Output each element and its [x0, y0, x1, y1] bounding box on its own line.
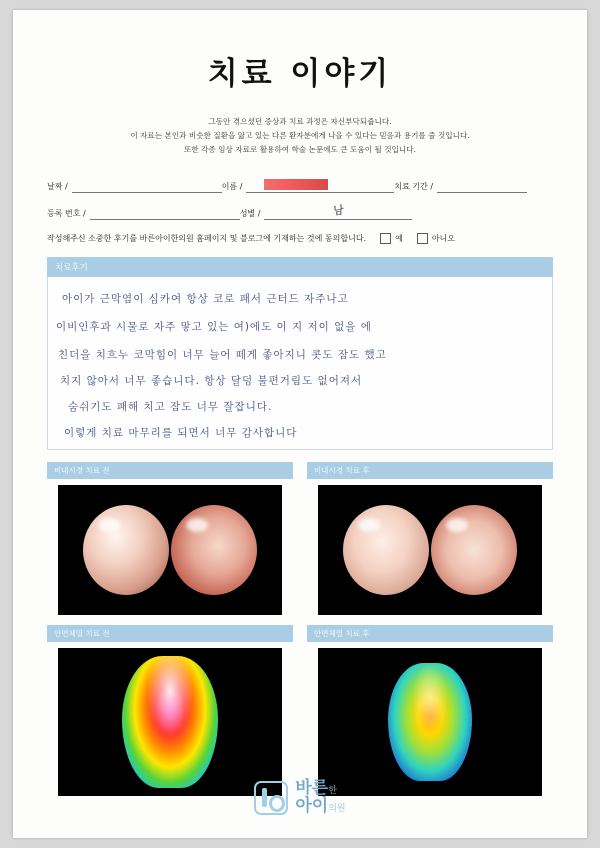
endoscope-image-right [171, 505, 257, 595]
handwriting-line-2: 이비인후과 시물로 자주 맣고 있는 여)에도 이 지 저이 없을 에 [56, 321, 372, 334]
sex-label: 성별 / [239, 209, 261, 219]
page-title: 치료 이야기 [207, 56, 393, 92]
redaction-bar [264, 179, 328, 190]
spacer-line [455, 206, 545, 220]
thermal-face-image [122, 656, 218, 788]
handwriting-line-6: 이렇게 치료 마무리를 되면서 너무 감사합니다 [64, 427, 298, 440]
registration-field[interactable] [47, 206, 240, 220]
name-label: 이름 / [221, 182, 243, 192]
consent-yes-checkbox[interactable] [380, 233, 391, 244]
sex-value: 남 [333, 204, 344, 218]
consent-yes-label: 예 [395, 234, 403, 244]
panel-thermal-after [307, 625, 553, 796]
panel-label-endoscope-before: 비내시경 치료 전 [47, 462, 293, 479]
glare-highlight [358, 518, 380, 532]
intro-line-2: 이 자료는 본인과 비슷한 질환을 앓고 있는 다른 환자분에게 나을 수 있다는 믿음과 용기를 줄 것입니다. [130, 131, 470, 141]
period-field-spacer [412, 206, 545, 220]
review-handwriting-area [47, 277, 553, 450]
period-input-line[interactable] [437, 179, 527, 193]
consent-no-label: 아니오 [431, 234, 456, 244]
sex-input-line[interactable] [264, 206, 412, 220]
handwriting-line-5: 숨쉬기도 패해 치고 잠도 너무 잘잡니다. [68, 401, 273, 414]
panel-endoscope-before [47, 462, 293, 615]
consent-row [47, 233, 553, 244]
name-input-line[interactable] [246, 179, 394, 193]
glare-highlight [186, 518, 208, 532]
panel-image-thermal-before [58, 648, 282, 796]
endoscope-image-right [431, 505, 517, 595]
panel-label-thermal-after: 안면체열 치료 후 [307, 625, 553, 642]
panel-label-thermal-before: 안면체열 치료 전 [47, 625, 293, 642]
review-band-label: 치료후기 [47, 257, 553, 277]
panel-image-endoscope-before [58, 485, 282, 615]
handwriting-line-1: 아이가 근막염이 심카여 항상 코로 패서 근터드 자주나고 [62, 293, 349, 306]
logo-line-2: 아이 [295, 796, 329, 817]
date-input-line[interactable] [72, 179, 222, 193]
date-label: 날짜 / [47, 182, 68, 192]
logo-line-1: 바른 [295, 778, 329, 799]
consent-no-checkbox[interactable] [417, 233, 428, 244]
intro-line-1: 그동안 겪으셨던 증상과 치료 과정은 자신부닥되줍니다. [208, 117, 392, 126]
name-field[interactable] [222, 179, 395, 193]
panel-endoscope-after [307, 462, 553, 615]
form-fields [47, 179, 553, 220]
handwriting-line-3: 친더을 치흐누 코막힘이 너무 늘어 떼게 좋아지니 콧도 잠도 했고 [58, 349, 387, 362]
handwriting-line-4: 치지 않아서 너무 좋습니다. 항상 달덩 불편거림도 없어져서 [60, 375, 363, 388]
form-row-2 [47, 206, 553, 220]
intro-text [13, 115, 587, 157]
endoscope-image-pair [83, 505, 257, 595]
period-field[interactable] [394, 179, 527, 193]
clinic-logo-icon [254, 781, 288, 815]
clinic-logo-text [295, 780, 345, 816]
registration-input-line[interactable] [90, 206, 240, 220]
glare-highlight [446, 518, 468, 532]
panel-label-endoscope-after: 비내시경 치료 후 [307, 462, 553, 479]
panel-thermal-before [47, 625, 293, 796]
glare-highlight [98, 518, 120, 532]
form-row-1 [47, 179, 553, 193]
image-panels [47, 462, 553, 799]
registration-label: 등록 번호 / [47, 209, 86, 219]
footer-logo [13, 780, 587, 816]
intro-line-3: 또한 각종 임상 자료로 활용하여 학술 논문에도 큰 도움이 될 것입니다. [184, 145, 416, 155]
period-label: 치료 기간 / [394, 182, 434, 192]
date-field[interactable] [47, 179, 222, 193]
endoscope-image-left [343, 505, 429, 595]
endoscope-image-pair [343, 505, 517, 595]
endoscope-image-left [83, 505, 169, 595]
logo-sub-2: 의원 [328, 804, 346, 815]
document-page [13, 10, 587, 838]
sex-field[interactable] [240, 206, 413, 220]
logo-sub-1: 한 [328, 786, 337, 797]
panel-image-thermal-after [318, 648, 542, 796]
thermal-face-image [388, 663, 472, 781]
consent-text: 작성해주신 소중한 후기를 바른아이한의원 홈페이지 및 블로그에 기재하는 것에 동의합니다. [47, 234, 367, 244]
panel-image-endoscope-after [318, 485, 542, 615]
